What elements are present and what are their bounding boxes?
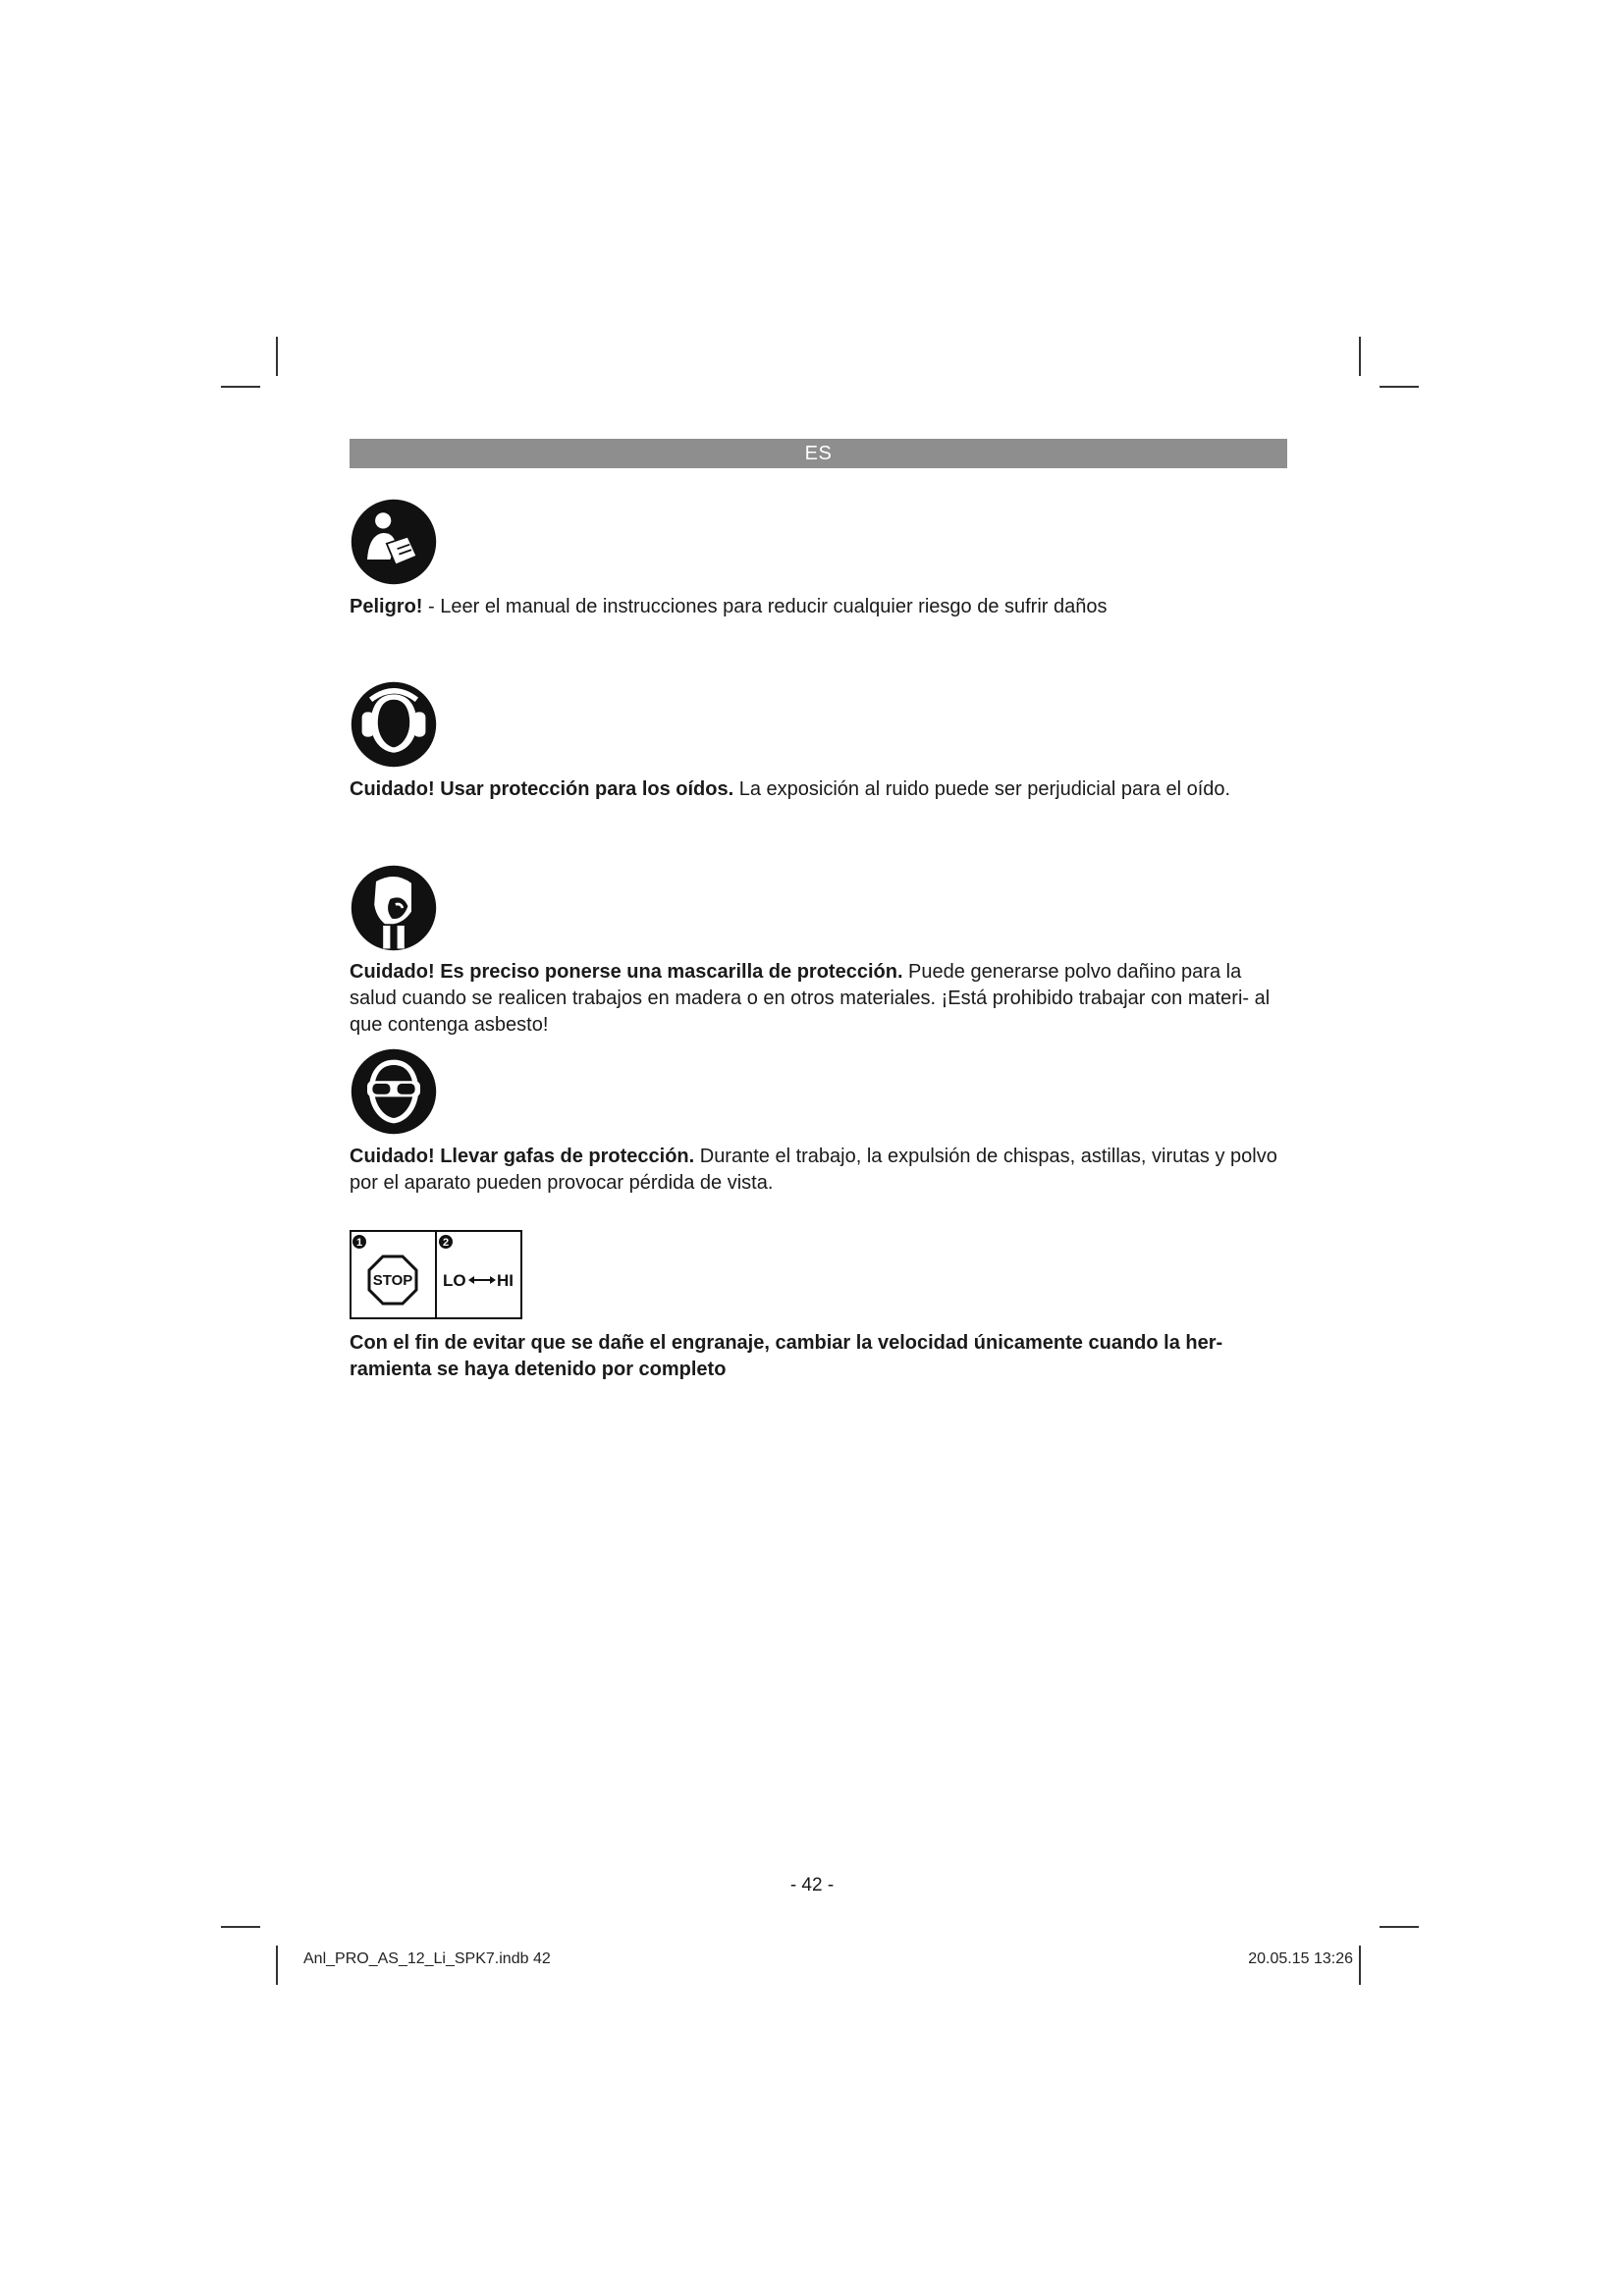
crop-mark-bottom-right-vertical — [1359, 1946, 1361, 1985]
hi-label: HI — [497, 1271, 514, 1290]
stop-label: STOP — [372, 1272, 413, 1289]
language-code: ES — [804, 443, 833, 464]
dust-mask-warning — [350, 959, 1287, 1039]
footer-date-time: 20.05.15 13:26 — [1248, 1950, 1353, 1967]
speed-change-warning-text: Con el fin de evitar que se dañe el engranaje, cambiar la velocidad únicamente cuando la her- ramienta se haya detenido por completo — [350, 1332, 1223, 1380]
crop-mark-top-right-horizontal — [1380, 386, 1419, 388]
crop-mark-bottom-left-horizontal — [221, 1926, 260, 1928]
crop-mark-bottom-left-vertical — [276, 1946, 278, 1985]
read-manual-icon — [350, 498, 438, 586]
safety-goggles-warning-text: Durante el trabajo, la expulsión de chispas, astillas, virutas y polvo por el aparato pueden provocar pérdida de vista. — [350, 1146, 1277, 1194]
safety-goggles-warning-lead: Cuidado! Llevar gafas de protección. — [350, 1146, 695, 1167]
speed-change-pictogram — [350, 1230, 522, 1319]
read-manual-warning-lead: Peligro! — [350, 596, 423, 617]
lo-label: LO — [443, 1271, 466, 1290]
crop-mark-top-left-horizontal — [221, 386, 260, 388]
read-manual-warning-text: - Leer el manual de instrucciones para reducir cualquier riesgo de sufrir daños — [422, 596, 1108, 617]
crop-mark-top-right-vertical — [1359, 337, 1361, 376]
safety-goggles-icon — [350, 1047, 438, 1136]
dust-mask-icon — [350, 864, 438, 952]
ear-protection-warning-text: La exposición al ruido puede ser perjudicial para el oído. — [733, 778, 1231, 800]
safety-goggles-warning — [350, 1144, 1287, 1197]
read-manual-warning — [350, 594, 1287, 620]
language-header-bar — [350, 439, 1287, 468]
ear-protection-warning-lead: Cuidado! Usar protección para los oídos. — [350, 778, 734, 800]
ear-protection-icon — [350, 680, 438, 769]
dust-mask-warning-text: Puede generarse polvo dañino para la salud cuando se realicen trabajos en madera o en otros materiales. ¡Está prohibido trabajar con materi- al que contenga asbesto! — [350, 961, 1271, 1036]
panel-2-number: 2 — [442, 1237, 450, 1249]
speed-change-warning — [350, 1330, 1287, 1383]
footer-file-info: Anl_PRO_AS_12_Li_SPK7.indb 42 — [303, 1950, 551, 1967]
page-number: - 42 - — [789, 1875, 835, 1896]
dust-mask-warning-lead: Cuidado! Es preciso ponerse una mascarilla de protección. — [350, 961, 903, 983]
crop-mark-bottom-right-horizontal — [1380, 1926, 1419, 1928]
panel-1-number: 1 — [355, 1237, 363, 1249]
crop-mark-top-left-vertical — [276, 337, 278, 376]
ear-protection-warning — [350, 776, 1287, 803]
